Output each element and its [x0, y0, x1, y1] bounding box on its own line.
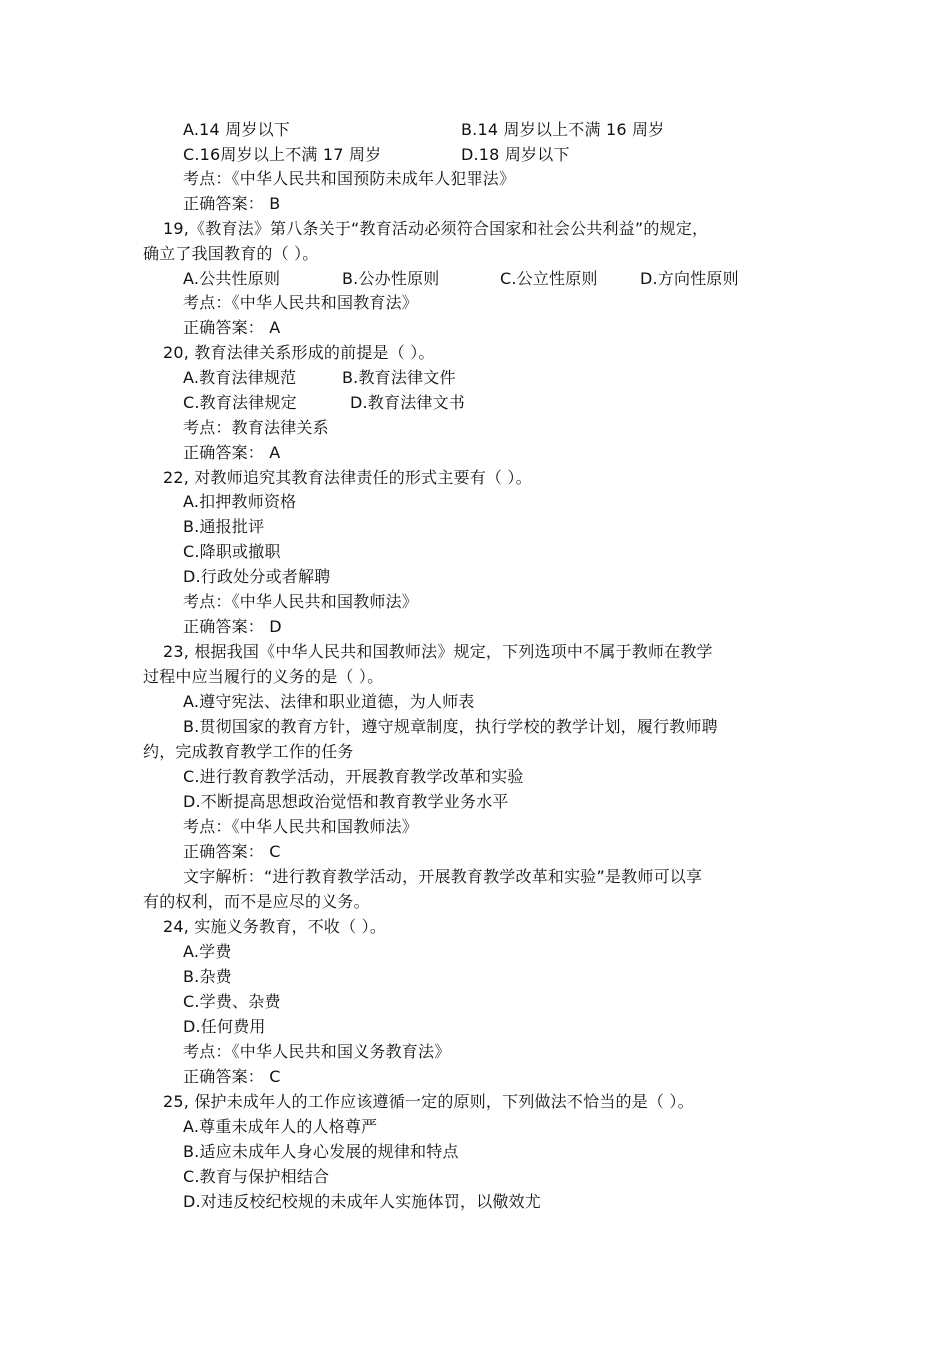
q23-option-b: B.贯彻国家的教育方针，遵守规章制度，执行学校的教学计划，履行教师聘 — [183, 717, 718, 736]
q25-option-b: B.适应未成年人身心发展的规律和特点 — [183, 1142, 459, 1161]
q24-option-b: B.杂费 — [183, 967, 232, 986]
q25-stem: 25, 保护未成年人的工作应该遵循一定的原则，下列做法不恰当的是（ ）。 — [163, 1092, 694, 1111]
q20-option-c: C.教育法律规定 — [183, 393, 297, 412]
q22-option-b: B.通报批评 — [183, 517, 265, 536]
q22-exam-point: 考点：《中华人民共和国教师法》 — [183, 592, 419, 611]
q18-option-d: D.18 周岁以下 — [461, 145, 570, 164]
q19-option-c: C.公立性原则 — [500, 269, 598, 288]
q20-option-a: A.教育法律规范 — [183, 368, 297, 387]
q23-stem: 23, 根据我国《中华人民共和国教师法》规定，下列选项中不属于教师在教学 — [163, 642, 713, 661]
q24-stem: 24, 实施义务教育，不收（ ）。 — [163, 917, 387, 936]
q23-option-a: A.遵守宪法、法律和职业道德，为人师表 — [183, 692, 475, 711]
q24-exam-point: 考点：《中华人民共和国义务教育法》 — [183, 1042, 451, 1061]
q19-stem: 19,《教育法》第八条关于“教育活动必须符合国家和社会公共利益”的规定， — [163, 219, 709, 238]
q18-option-c: C.16周岁以上不满 17 周岁 — [183, 145, 382, 164]
q19-correct-answer: 正确答案： A — [183, 318, 281, 337]
q20-stem: 20, 教育法律关系形成的前提是（ ）。 — [163, 343, 435, 362]
q18-option-a: A.14 周岁以下 — [183, 120, 290, 139]
q20-exam-point: 考点：教育法律关系 — [183, 418, 329, 437]
q19-stem-continued: 确立了我国教育的（ ）。 — [143, 244, 319, 263]
q22-correct-answer: 正确答案： D — [183, 617, 282, 636]
q20-option-b: B.教育法律文件 — [342, 368, 456, 387]
q23-option-b-continued: 约，完成教育教学工作的任务 — [143, 742, 354, 761]
q25-option-a: A.尊重未成年人的人格尊严 — [183, 1117, 378, 1136]
q23-option-d: D.不断提高思想政治觉悟和教育教学业务水平 — [183, 792, 509, 811]
q24-option-d: D.任何费用 — [183, 1017, 266, 1036]
q20-correct-answer: 正确答案： A — [183, 443, 281, 462]
q20-option-d: D.教育法律文书 — [350, 393, 466, 412]
q22-stem: 22, 对教师追究其教育法律责任的形式主要有（ ）。 — [163, 468, 532, 487]
q18-correct-answer: 正确答案： B — [183, 194, 281, 213]
q24-option-a: A.学费 — [183, 942, 232, 961]
q23-option-c: C.进行教育教学活动，开展教育教学改革和实验 — [183, 767, 524, 786]
q22-option-a: A.扣押教师资格 — [183, 492, 297, 511]
q23-explanation: 文字解析：“进行教育教学活动，开展教育教学改革和实验”是教师可以享 — [183, 867, 703, 886]
q23-explanation-continued: 有的权利，而不是应尽的义务。 — [143, 892, 370, 911]
q24-correct-answer: 正确答案： C — [183, 1067, 281, 1086]
q25-option-d: D.对违反校纪校规的未成年人实施体罚，以儆效尤 — [183, 1192, 542, 1211]
q23-correct-answer: 正确答案： C — [183, 842, 281, 861]
q18-exam-point: 考点：《中华人民共和国预防未成年人犯罪法》 — [183, 169, 516, 188]
q25-option-c: C.教育与保护相结合 — [183, 1167, 330, 1186]
q22-option-d: D.行政处分或者解聘 — [183, 567, 331, 586]
q22-option-c: C.降职或撤职 — [183, 542, 281, 561]
q19-option-b: B.公办性原则 — [342, 269, 440, 288]
q19-exam-point: 考点：《中华人民共和国教育法》 — [183, 293, 419, 312]
q23-exam-point: 考点：《中华人民共和国教师法》 — [183, 817, 419, 836]
q24-option-c: C.学费、杂费 — [183, 992, 281, 1011]
q23-stem-continued: 过程中应当履行的义务的是（ ）。 — [143, 667, 384, 686]
q19-option-d: D.方向性原则 — [640, 269, 739, 288]
q18-option-b: B.14 周岁以上不满 16 周岁 — [461, 120, 665, 139]
q19-option-a: A.公共性原则 — [183, 269, 281, 288]
